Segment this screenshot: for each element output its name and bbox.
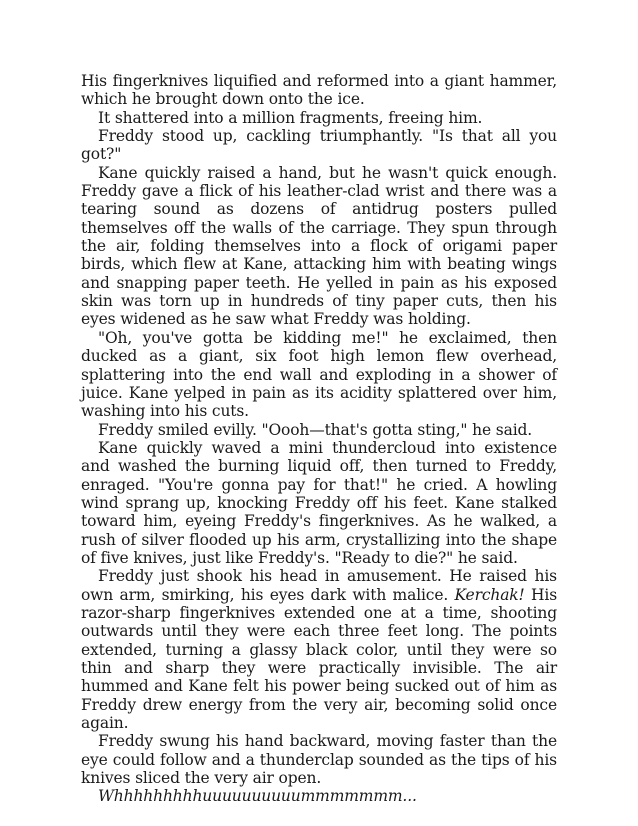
paragraph: "Oh, you've gotta be kidding me!" he exclaimed, then ducked as a giant, six foot high lemon flew overhead, splattering into the end wall and exploding in a shower of juice. Kane yelped in pain as its acidity splattered over him, washing into his cuts.	[81, 328, 557, 421]
emphasized-text: Whhhhhhhhhuuuuuuuuuummmmmmm...	[98, 787, 417, 806]
body-text	[81, 72, 557, 806]
paragraph: It shattered into a million fragments, freeing him.	[98, 108, 483, 127]
paragraph-text: Freddy just shook his head in amusement. He raised his own arm, smirking, his eyes dark with malice.	[81, 567, 557, 604]
paragraph: Freddy swung his hand backward, moving faster than the eye could follow and a thunderclap sounded as the tips of his knives sliced the very air open.	[81, 732, 557, 788]
paragraph	[81, 567, 557, 732]
emphasized-text: Kerchak!	[454, 585, 525, 604]
paragraph: Kane quickly waved a mini thundercloud into existence and washed the burning liquid off, then turned to Freddy, enraged. "You're gonna pay for that!" he cried. A howling wind sprang up, knocking Freddy off his feet. Kane stalked toward him, eyeing Freddy's fingerknives. As he walked, a rush of silver flooded up his arm, crystallizing into the shape of five knives, just like Freddy's. "Ready to die?" he said.	[81, 438, 557, 567]
paragraph: His fingerknives liquified and reformed into a giant hammer, which he brought down onto the ice.	[81, 72, 557, 109]
paragraph	[81, 787, 557, 805]
paragraph: Freddy smiled evilly. "Oooh—that's gotta sting," he said.	[98, 420, 533, 439]
paragraph: Freddy stood up, cackling triumphantly. "Is that all you got?"	[81, 127, 557, 164]
paragraph: Kane quickly raised a hand, but he wasn't quick enough. Freddy gave a flick of his leather-clad wrist and there was a tearing sound as dozens of antidrug posters pulled themselves off the walls of the carriage. They spun through the air, folding themselves into a flock of origami paper birds, which flew at Kane, attacking him with beating wings and snapping paper teeth. He yelled in pain as his exposed skin was torn up in hundreds of tiny paper cuts, then his eyes widened as he saw what Freddy was holding.	[81, 163, 557, 329]
paragraph-text: His razor-sharp fingerknives extended one at a time, shooting outwards until they were each three feet long. The points extended, turning a glassy black color, until they were so thin and sharp they were practically invisible. The air hummed and Kane felt his power being sucked out of him as Freddy drew energy from the very air, becoming solid once again.	[81, 585, 558, 733]
